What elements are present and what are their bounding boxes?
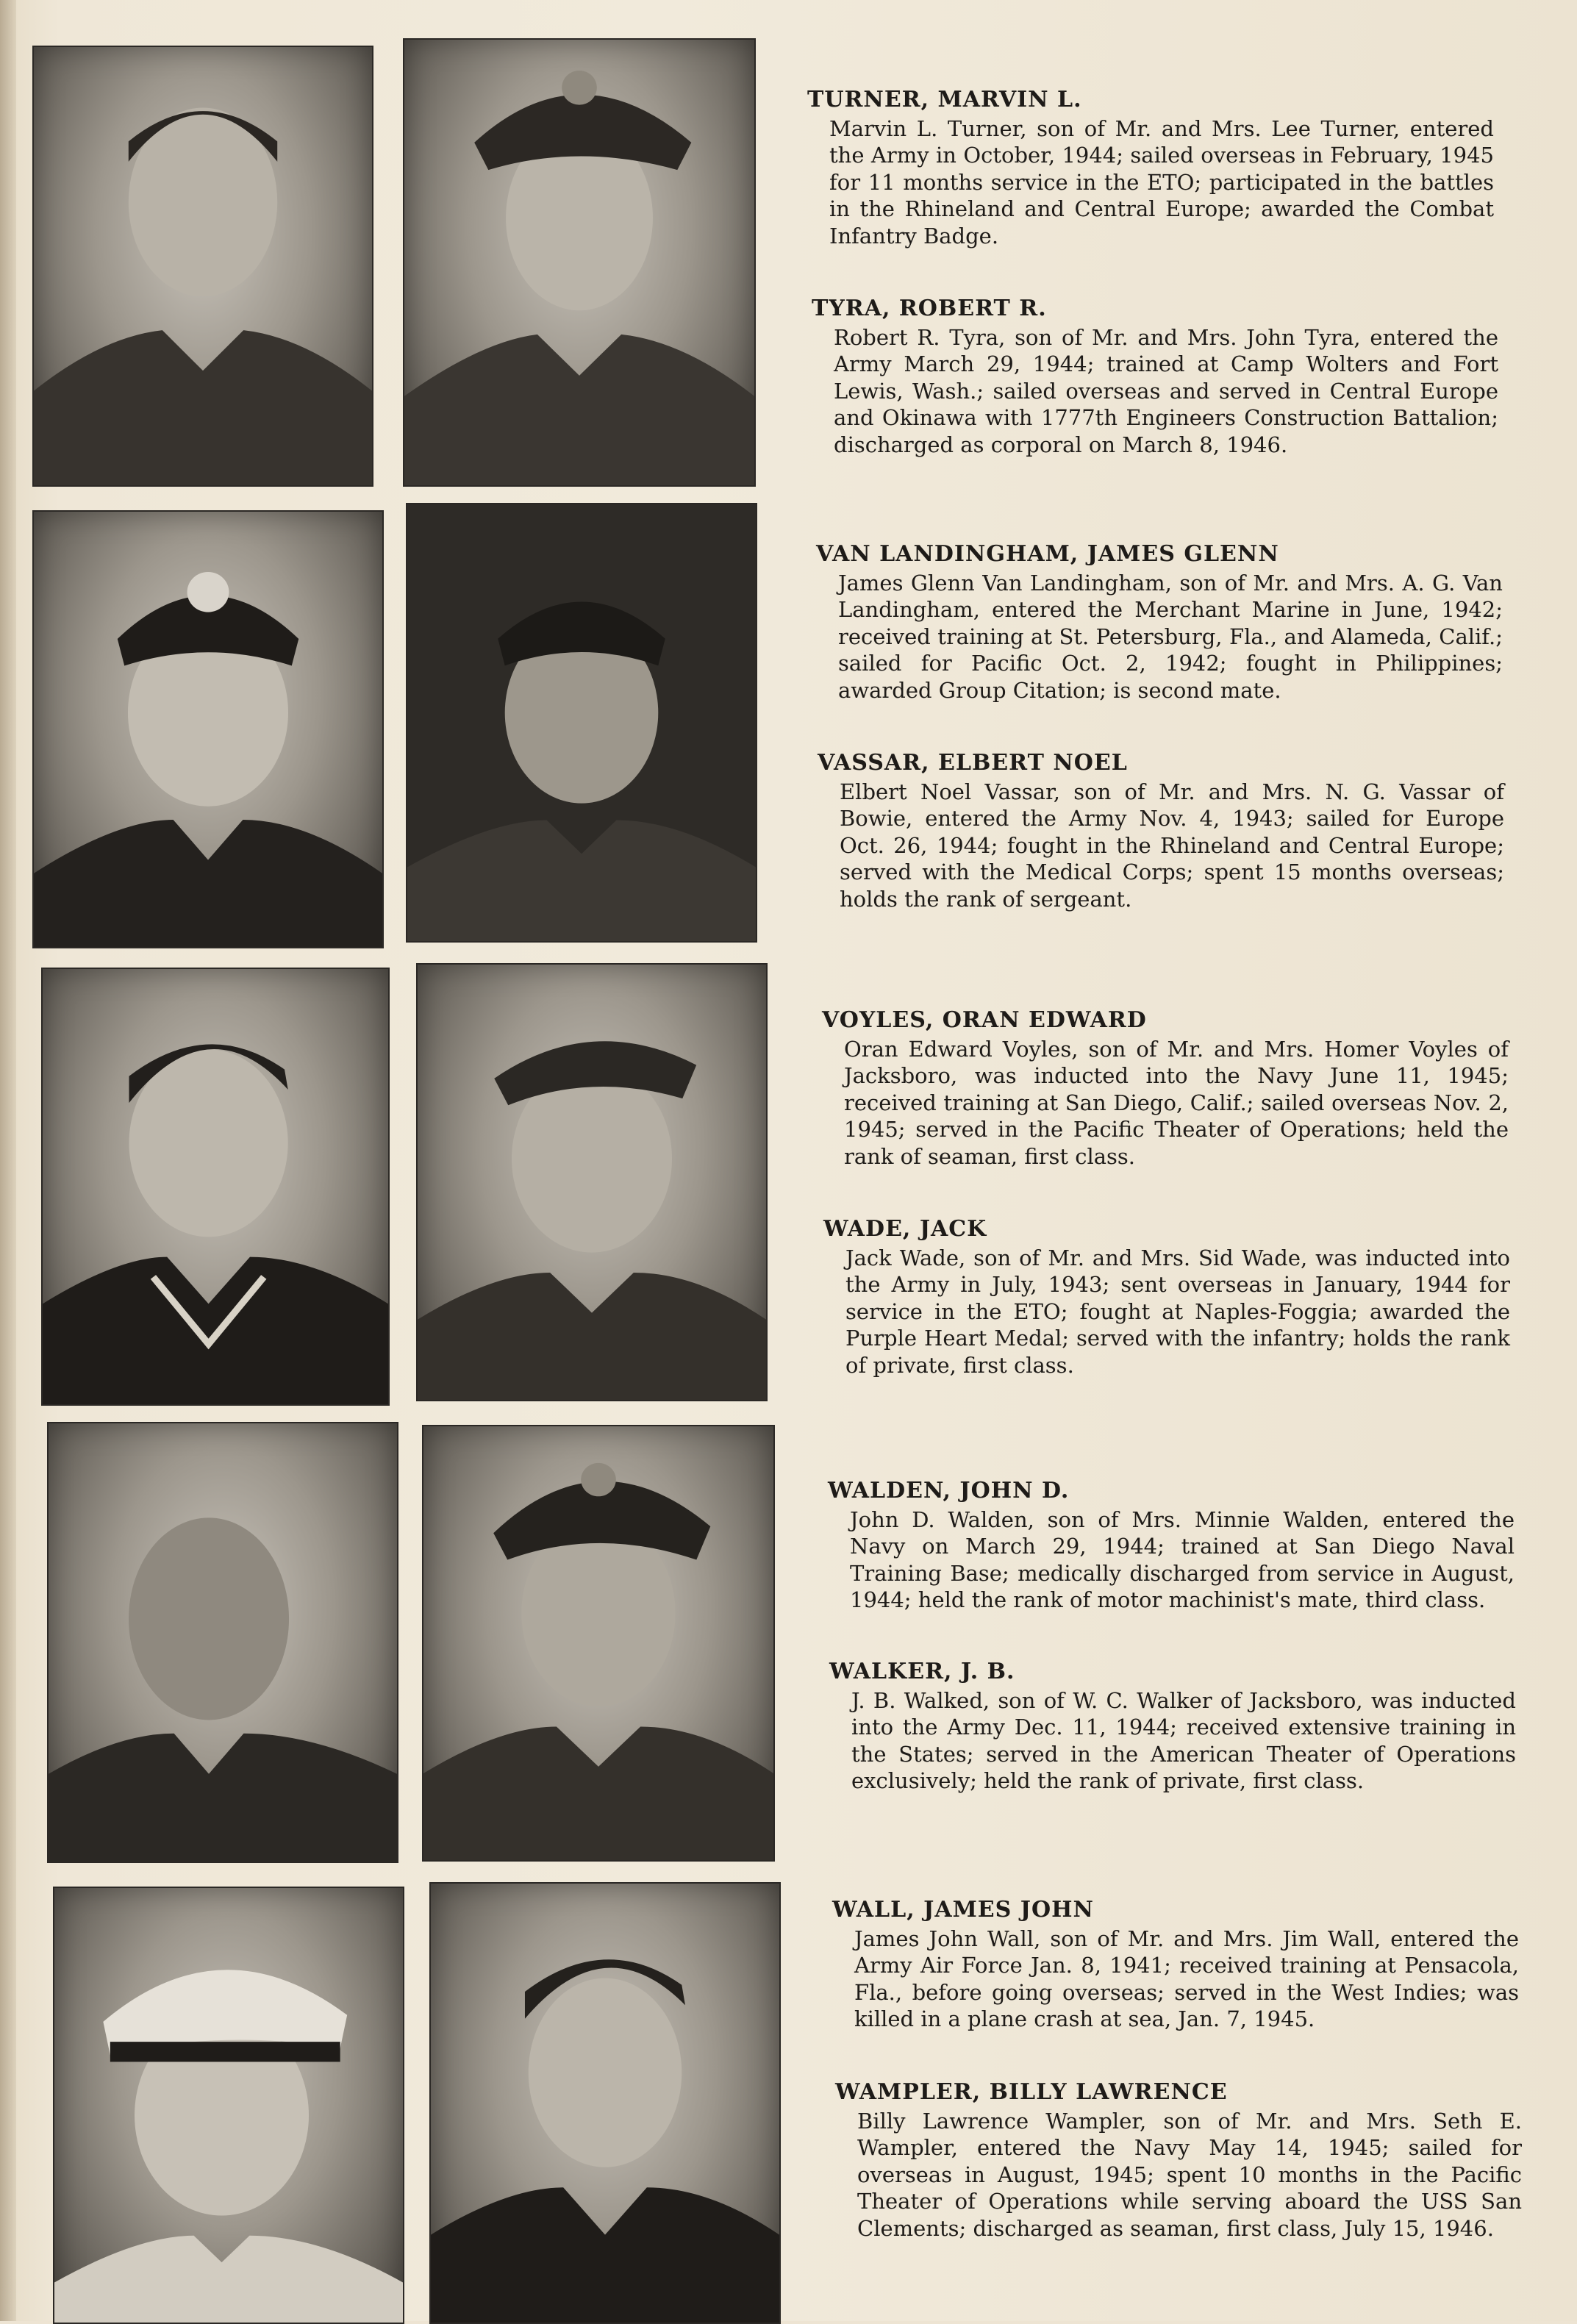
entry-name: WALKER, J. B. xyxy=(829,1659,1015,1684)
entry-bio: Oran Edward Voyles, son of Mr. and Mrs. Homer Voyles of Jacksboro, was inducted into the Navy June 11, 1945; received training at San Diego, Calif.; sailed overseas Nov. 2, 1945; served in the Pacific Theater of Operations; held the rank of seaman, first class. xyxy=(844,1036,1509,1169)
portrait-photo-tyra xyxy=(403,38,756,487)
entry-bio: Elbert Noel Vassar, son of Mr. and Mrs. N. G. Vassar of Bowie, entered the Army Nov. 4, 1943; sailed for Europe Oct. 26, 1944; fought in the Rhineland and Central Europe; served with the Medical Corps; spent 15 months overseas; holds the rank of sergeant. xyxy=(840,779,1504,912)
entry-name: VAN LANDINGHAM, JAMES GLENN xyxy=(816,541,1279,567)
entry-name: WALL, JAMES JOHN xyxy=(832,1897,1094,1923)
entry-walden xyxy=(828,1478,1515,1614)
entry-walker xyxy=(829,1659,1516,1795)
entry-name: WAMPLER, BILLY LAWRENCE xyxy=(835,2079,1228,2105)
entry-van-landingham xyxy=(816,541,1503,704)
portrait-photo-wampler xyxy=(429,1882,781,2324)
entry-bio: John D. Walden, son of Mrs. Minnie Walden, entered the Navy on March 29, 1944; trained at San Diego Naval Training Base; medically discharged from service in August, 1944; held the rank of motor machinist's mate, third class. xyxy=(850,1506,1515,1612)
entry-turner xyxy=(807,87,1494,249)
entry-vassar xyxy=(818,750,1504,912)
entry-bio: Jack Wade, son of Mr. and Mrs. Sid Wade, was inducted into the Army in July, 1943; sent overseas in January, 1944 for service in the ETO; fought at Naples-Foggia; awarded the Purple Heart Medal; served with the infantry; holds the rank of private, first class. xyxy=(845,1245,1510,1378)
portrait-photo-vassar xyxy=(406,503,757,943)
portrait-photo-voyles xyxy=(41,968,390,1406)
entry-wade xyxy=(823,1216,1510,1379)
portrait-photo-van-landingham xyxy=(32,510,384,948)
entry-bio: Robert R. Tyra, son of Mr. and Mrs. John Tyra, entered the Army March 29, 1944; trained at Camp Wolters and Fort Lewis, Wash.; sailed overseas and served in Central Europe and Okinawa with 1777th Engineers Construction Battalion; discharged as corporal on March 8, 1946. xyxy=(834,324,1498,457)
entry-name: TYRA, ROBERT R. xyxy=(812,296,1047,321)
entry-name: TURNER, MARVIN L. xyxy=(807,87,1082,112)
portrait-photo-walker xyxy=(422,1425,775,1862)
entry-bio: Billy Lawrence Wampler, son of Mr. and Mrs. Seth E. Wampler, entered the Navy May 14, 1945; sailed for overseas in August, 1945; spent 10 months in the Pacific Theater of Operations while serving aboard the USS San Clements; discharged as seaman, first class, July 15, 1946. xyxy=(857,2108,1522,2241)
entry-name: VASSAR, ELBERT NOEL xyxy=(818,750,1128,776)
portrait-photo-wade xyxy=(416,963,768,1401)
entry-name: WALDEN, JOHN D. xyxy=(828,1478,1070,1504)
entry-tyra xyxy=(812,296,1498,458)
portrait-photo-turner xyxy=(32,46,373,487)
entry-wall xyxy=(832,1897,1519,2033)
portrait-photo-wall xyxy=(53,1887,404,2324)
entry-bio: Marvin L. Turner, son of Mr. and Mrs. Lee Turner, entered the Army in October, 1944; sailed overseas in February, 1945 for 11 months service in the ETO; participated in the battles in the Rhineland and Central Europe; awarded the Combat Infantry Badge. xyxy=(829,115,1494,249)
entry-bio: James John Wall, son of Mr. and Mrs. Jim Wall, entered the Army Air Force Jan. 8, 1941; received training at Pensacola, Fla., before going overseas; served in the West Indies; was killed in a plane crash at sea, Jan. 7, 1945. xyxy=(854,1926,1519,2031)
entry-wampler xyxy=(835,2079,1522,2242)
portrait-photo-walden xyxy=(47,1422,398,1863)
entry-name: VOYLES, ORAN EDWARD xyxy=(822,1007,1147,1033)
page-spine xyxy=(0,0,16,2321)
entry-name: WADE, JACK xyxy=(823,1216,987,1242)
entry-bio: James Glenn Van Landingham, son of Mr. and Mrs. A. G. Van Landingham, entered the Merchant Marine in June, 1942; received training at St. Petersburg, Fla., and Alameda, Calif.; sailed for Pacific Oct. 2, 1942; fought in Philippines; awarded Group Citation; is second mate. xyxy=(838,570,1503,703)
entry-voyles xyxy=(822,1007,1509,1170)
entry-bio: J. B. Walked, son of W. C. Walker of Jacksboro, was inducted into the Army Dec. 11, 1944; received extensive training in the States; served in the American Theater of Operations exclusively; held the rank of private, first class. xyxy=(851,1687,1516,1793)
